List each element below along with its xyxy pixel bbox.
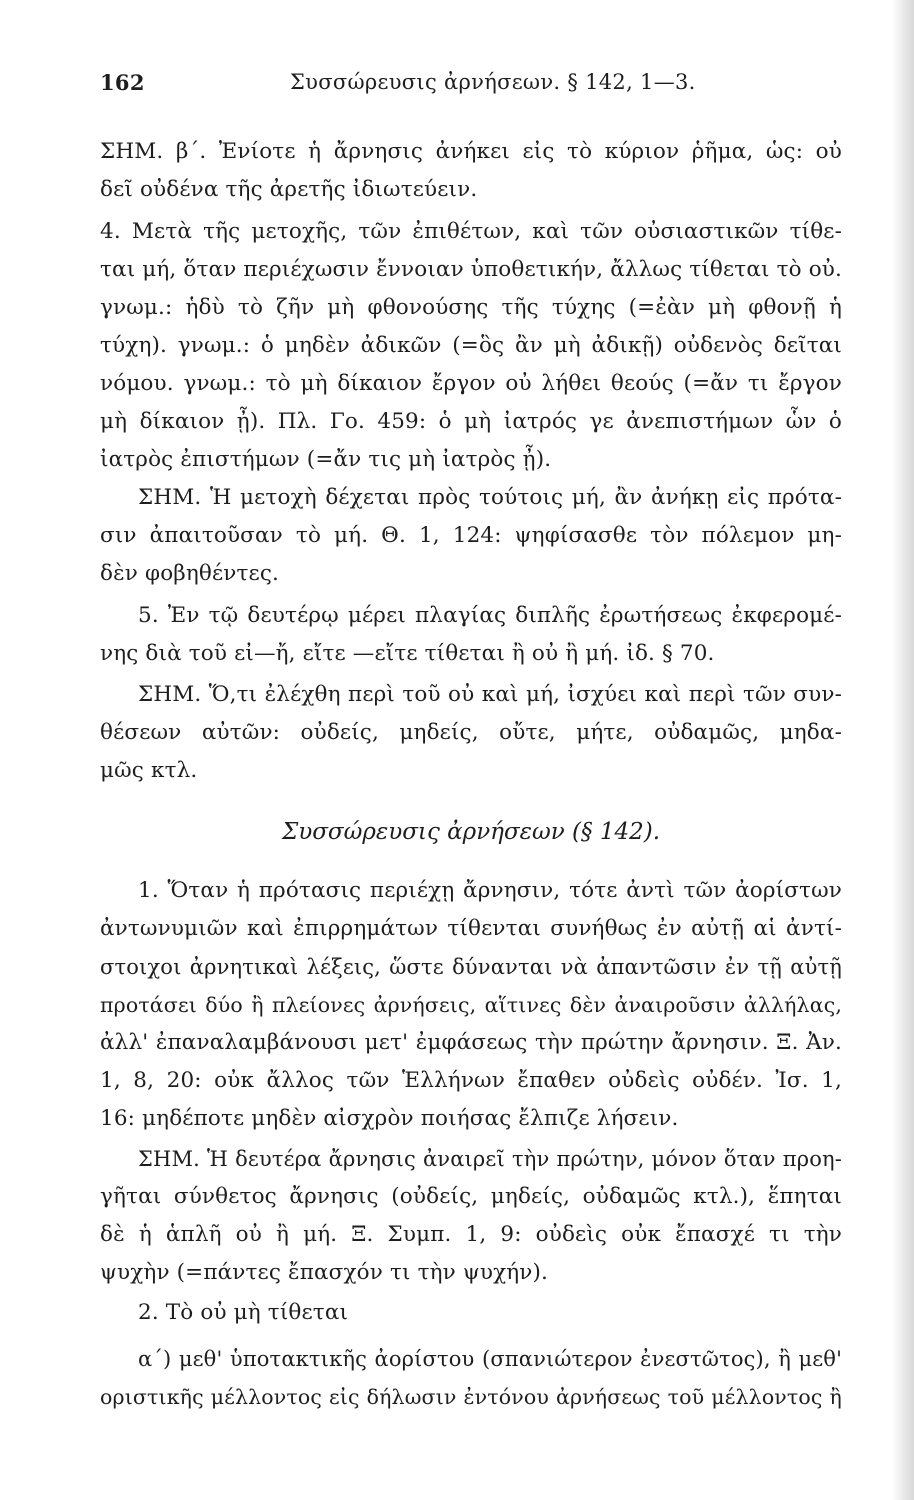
text-line: ΣΗΜ. Ἡ μετοχὴ δέχεται πρὸς τούτοις μή, ἂν ἀνήκῃ εἰς πρότα- xyxy=(138,485,842,510)
text-line: ΣΗΜ. β΄. Ἐνίοτε ἡ ἄρνησις ἀνήκει εἰς τὸ κύριον ῥῆμα, ὡς: οὐ xyxy=(100,139,842,164)
text-line: ΣΗΜ. Ὅ,τι ἐλέχθη περὶ τοῦ οὐ καὶ μή, ἰσχύει καὶ περὶ τῶν συν- xyxy=(138,682,842,707)
text-line: ἀντωνυμιῶν καὶ ἐπιρρημάτων τίθενται συνήθως ἐν αὐτῇ αἱ ἀντί- xyxy=(100,916,842,941)
text-line: τύχη). γνωμ.: ὁ μηδὲν ἀδικῶν (=ὃς ἂν μὴ ἀδικῇ) οὐδενὸς δεῖται xyxy=(100,333,842,358)
text-line: νόμου. γνωμ.: τὸ μὴ δίκαιον ἔργον οὐ λήθει θεούς (=ἄν τι ἔργον xyxy=(100,371,842,396)
text-line: δὲν φοβηθέντες. xyxy=(100,561,280,586)
running-head: Συσσώρευσις ἀρνήσεων. § 142, 1—3. xyxy=(290,70,696,94)
text-line: 16: μηδέποτε μηδὲν αἰσχρὸν ποιήσας ἔλπιζε λήσειν. xyxy=(100,1106,679,1131)
page-header xyxy=(100,70,840,106)
text-line: στοιχοι ἀρνητικαὶ λέξεις, ὥστε δύνανται νὰ ἀπαντῶσιν ἐν τῇ αὐτῇ xyxy=(100,955,842,979)
text-line: νης διὰ τοῦ εἰ—ἤ, εἴτε —εἴτε τίθεται ἢ οὐ ἢ μή. ἰδ. § 70. xyxy=(100,641,715,666)
page-edge-shadow xyxy=(892,0,914,1500)
text-line: γῆται σύνθετος ἄρνησις (οὐδείς, μηδείς, οὐδαμῶς κτλ.), ἕπηται xyxy=(100,1184,842,1209)
text-line: 2. Τὸ οὐ μὴ τίθεται xyxy=(138,1300,349,1325)
text-line: ἰατρὸς ἐπιστήμων (=ἄν τις μὴ ἰατρὸς ᾖ). xyxy=(100,447,552,472)
text-line: ται μή, ὅταν περιέχωσιν ἔννοιαν ὑποθετικήν, ἄλλως τίθεται τὸ οὐ. xyxy=(100,257,842,282)
text-line: μῶς κτλ. xyxy=(100,758,198,783)
section-title: Συσσώρευσις ἀρνήσεων (§ 142). xyxy=(281,819,661,845)
text-line: μὴ δίκαιον ᾖ). Πλ. Γο. 459: ὁ μὴ ἰατρός γε ἀνεπιστήμων ὧν ὁ xyxy=(100,409,842,434)
text-line: 1, 8, 20: οὐκ ἄλλος τῶν Ἑλλήνων ἔπαθεν οὐδεὶς οὐδέν. Ἰσ. 1, xyxy=(100,1068,842,1093)
text-line: γνωμ.: ἡδὺ τὸ ζῆν μὴ φθονούσης τῆς τύχης (=ἐὰν μὴ φθονῇ ἡ xyxy=(100,295,842,320)
text-line: ΣΗΜ. Ἡ δευτέρα ἄρνησις ἀναιρεῖ τὴν πρώτην, μόνον ὅταν προη- xyxy=(138,1147,842,1171)
text-line: 4. Μετὰ τῆς μετοχῆς, τῶν ἐπιθέτων, καὶ τῶν οὐσιαστικῶν τίθε- xyxy=(100,219,842,244)
text-line: α΄) μεθ' ὑποτακτικῆς ἀορίστου (σπανιώτερον ἐνεστῶτος), ἢ μεθ' xyxy=(138,1347,842,1371)
text-line: δεῖ οὐδένα τῆς ἀρετῆς ἰδιωτεύειν. xyxy=(100,177,478,202)
text-line: 1. Ὅταν ἡ πρότασις περιέχῃ ἄρνησιν, τότε ἀντὶ τῶν ἀορίστων xyxy=(138,878,842,903)
page-number: 162 xyxy=(100,70,145,95)
text-line: σιν ἀπαιτοῦσαν τὸ μή. Θ. 1, 124: ψηφίσασθε τὸν πόλεμον μη- xyxy=(100,523,842,548)
text-line: δὲ ἡ ἁπλῆ οὐ ἢ μή. Ξ. Συμπ. 1, 9: οὐδεὶς οὐκ ἔπασχέ τι τὴν xyxy=(100,1222,842,1247)
text-line: ἀλλ' ἐπαναλαμβάνουσι μετ' ἐμφάσεως τὴν πρώτην ἄρνησιν. Ξ. Ἀν. xyxy=(100,1030,842,1055)
text-line: ψυχὴν (=πάντες ἔπασχόν τι τὴν ψυχήν). xyxy=(100,1260,549,1285)
text-line: οριστικῆς μέλλοντος εἰς δήλωσιν ἐντόνου ἀρνήσεως τοῦ μέλλοντος ἢ xyxy=(100,1385,842,1409)
text-line: θέσεων αὐτῶν: οὐδείς, μηδείς, οὔτε, μήτε, οὐδαμῶς, μηδα- xyxy=(100,720,842,745)
text-line: 5. Ἐν τῷ δευτέρῳ μέρει πλαγίας διπλῆς ἐρωτήσεως ἐκφερομέ- xyxy=(138,603,842,628)
text-line: προτάσει δύο ἢ πλείονες ἀρνήσεις, αἵτινες δὲν ἀναιροῦσιν ἀλλήλας, xyxy=(100,993,842,1017)
